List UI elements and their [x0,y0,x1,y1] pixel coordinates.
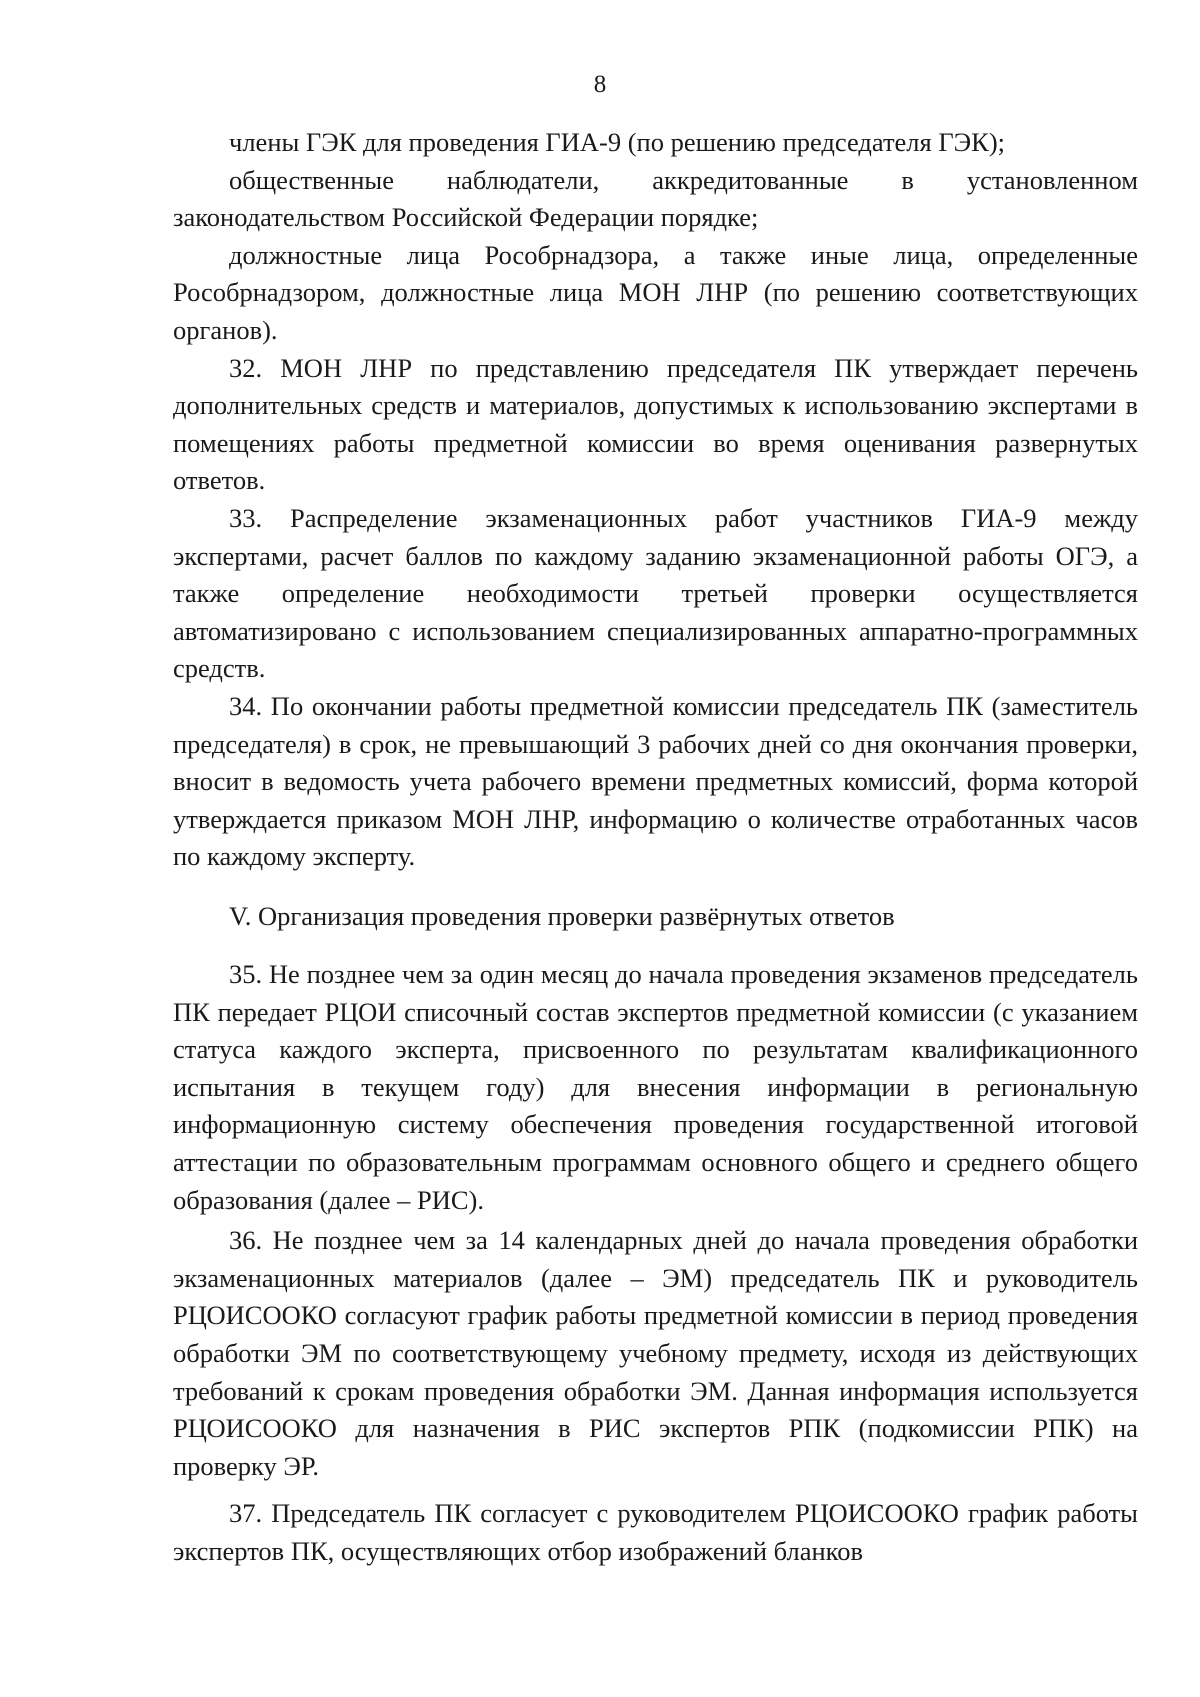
bottom-text-block [173,956,1138,1571]
section-heading: V. Организация проведения проверки развёрнутых ответов [229,901,895,931]
paragraph-37: 37. Председатель ПК согласует с руководителем РЦОИСООКО график работы экспертов ПК, осуществляющих отбор изображений бланков [173,1498,1138,1566]
paragraph-public-observers: общественные наблюдатели, аккредитованные в установленном законодательством Российской Федерации порядке; [173,164,1138,233]
paragraph-32: 32. МОН ЛНР по представлению председателя ПК утверждает перечень дополнительных средств и материалов, допустимых к использованию экспертами в помещениях работы предметной комиссии во время оценивания развернутых ответов. [173,352,1138,496]
paragraph-35: 35. Не позднее чем за один месяц до начала проведения экзаменов председатель ПК передает РЦОИ списочный состав экспертов предметной комиссии (с указанием статуса каждого эксперта, присвоенного по результатам квалификационного испытания в текущем году) для внесения информации в региональную информационную систему обеспечения проведения государственной итоговой аттестации по образовательным программам основного общего и среднего общего образования (далее – РИС). [173,959,1138,1215]
top-text-block [173,124,1138,876]
paragraph-34: 34. По окончании работы предметной комиссии председатель ПК (заместитель председателя) в срок, не превышающий 3 рабочих дней со дня окончания проверки, вносит в ведомость учета рабочего времени предметных комиссий, форма которой утверждается приказом МОН ЛНР, информацию о количестве отработанных часов по каждому эксперту. [173,690,1138,872]
paragraph-33: 33. Распределение экзаменационных работ участников ГИА-9 между экспертами, расчет баллов по каждому заданию экзаменационной работы ОГЭ, а также определение необходимости третьей проверки осуществляется автоматизировано с использованием специализированных аппаратно-программных средств. [173,502,1138,684]
paragraph-36: 36. Не позднее чем за 14 календарных дней до начала проведения обработки экзаменационных материалов (далее – ЭМ) председатель ПК и руководитель РЦОИСООКО согласуют график работы предметной комиссии в период проведения обработки ЭМ по соответствующему учебному предмету, исходя из действующих требований к срокам проведения обработки ЭМ. Данная информация используется РЦОИСООКО для назначения в РИС экспертов РПК (подкомиссии РПК) на проверку ЭР. [173,1225,1138,1481]
paragraph-gek-members: члены ГЭК для проведения ГИА-9 (по решению председателя ГЭК); [229,127,1006,157]
page-number: 8 [593,71,607,98]
paragraph-officials: должностные лица Рособрнадзора, а также иные лица, определенные Рособрнадзором, должностные лица МОН ЛНР (по решению соответствующих органов). [173,239,1138,345]
